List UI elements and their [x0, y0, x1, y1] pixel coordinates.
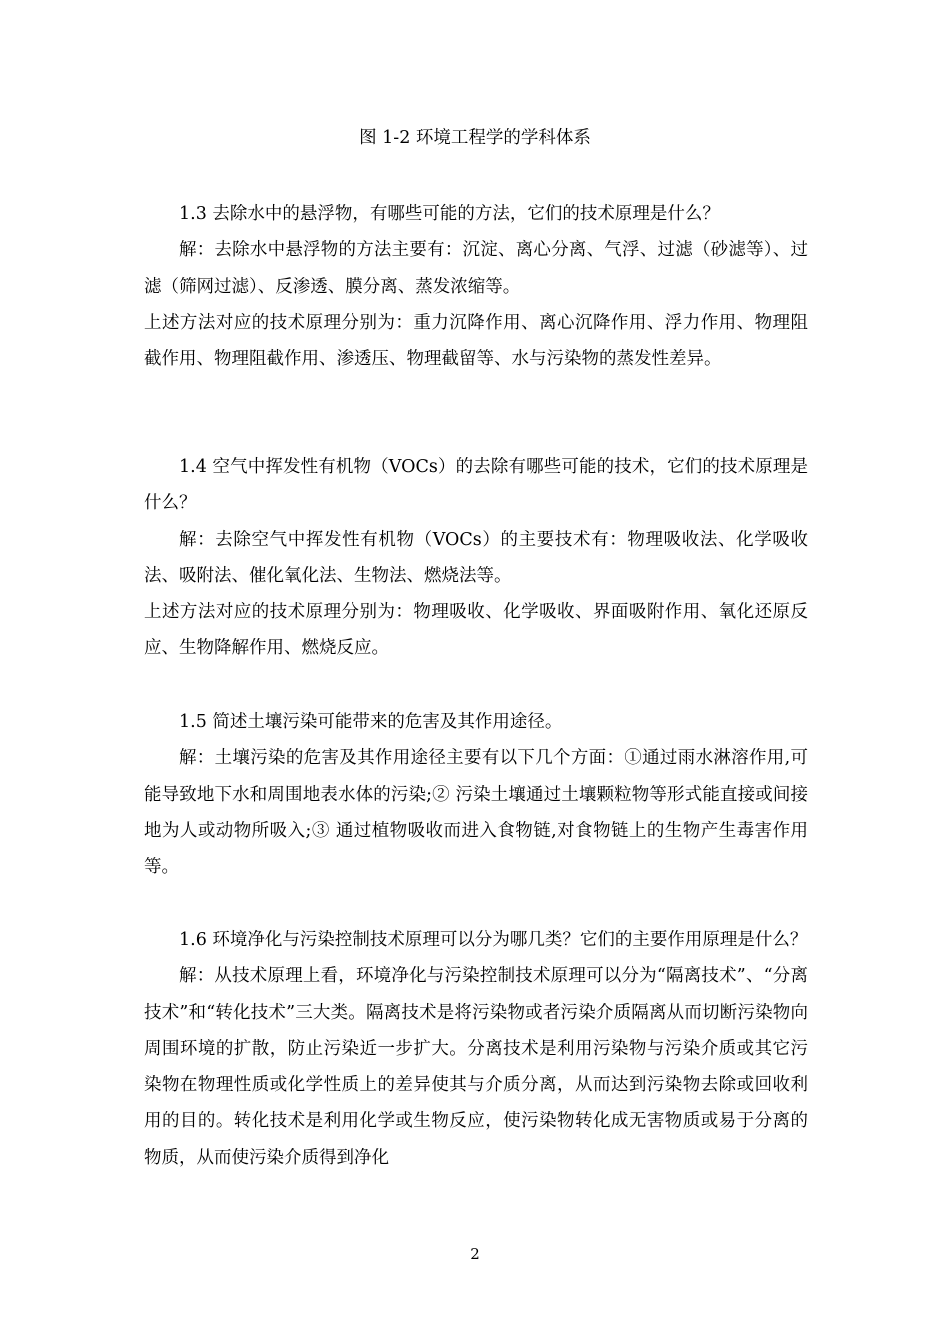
- principle-1-3: 上述方法对应的技术原理分别为：重力沉降作用、离心沉降作用、浮力作用、物理阻截作用、物理阻截作用、渗透压、物理截留等、水与污染物的蒸发性差异。: [144, 312, 808, 370]
- question-1-5: 1.5 简述土壤污染可能带来的危害及其作用途径。: [179, 712, 563, 732]
- section-1-6: [144, 922, 808, 1176]
- answer-1-3: 解：去除水中悬浮物的方法主要有：沉淀、离心分离、气浮、过滤（砂滤等）、过滤（筛网过滤）、反渗透、膜分离、蒸发浓缩等。: [144, 240, 808, 297]
- page-number: 2: [470, 1245, 480, 1263]
- answer-1-4: 解：去除空气中挥发性有机物（VOCs）的主要技术有：物理吸收法、化学吸收法、吸附法、催化氧化法、生物法、燃烧法等。: [144, 529, 808, 586]
- question-1-3: 1.3 去除水中的悬浮物，有哪些可能的方法，它们的技术原理是什么？: [179, 204, 720, 224]
- question-1-6: 1.6 环境净化与污染控制技术原理可以分为哪几类？它们的主要作用原理是什么？: [179, 930, 808, 950]
- section-1-3: [144, 196, 808, 377]
- answer-1-6: 解：从技术原理上看，环境净化与污染控制技术原理可以分为“隔离技术”、“分离技术”和“转化技术”三大类。隔离技术是将污染物或者污染介质隔离从而切断污染物向周围环境的扩散，防止污染近一步扩大。分离技术是利用污染物与污染介质或其它污染物在物理性质或化学性质上的差异使其与介质分离，从而达到污染物去除或回收利用的目的。转化技术是利用化学或生物反应，使污染物转化成无害物质或易于分离的物质，从而使污染介质得到净化: [144, 966, 808, 1168]
- section-1-4: [144, 449, 808, 667]
- answer-1-5: 解：土壤污染的危害及其作用途径主要有以下几个方面：①通过雨水淋溶作用,可能导致地下水和周围地表水体的污染;② 污染土壤通过土壤颗粒物等形式能直接或间接地为人或动物所吸入;③ 通过植物吸收而进入食物链,对食物链上的生物产生毒害作用等。: [144, 748, 808, 878]
- section-1-5: [144, 704, 808, 885]
- question-1-4: 1.4 空气中挥发性有机物（VOCs）的去除有哪些可能的技术，它们的技术原理是什么？: [144, 457, 808, 514]
- principle-1-4: 上述方法对应的技术原理分别为：物理吸收、化学吸收、界面吸附作用、氧化还原反应、生物降解作用、燃烧反应。: [144, 602, 808, 659]
- figure-caption: 图 1-2 环境工程学的学科体系: [359, 128, 591, 148]
